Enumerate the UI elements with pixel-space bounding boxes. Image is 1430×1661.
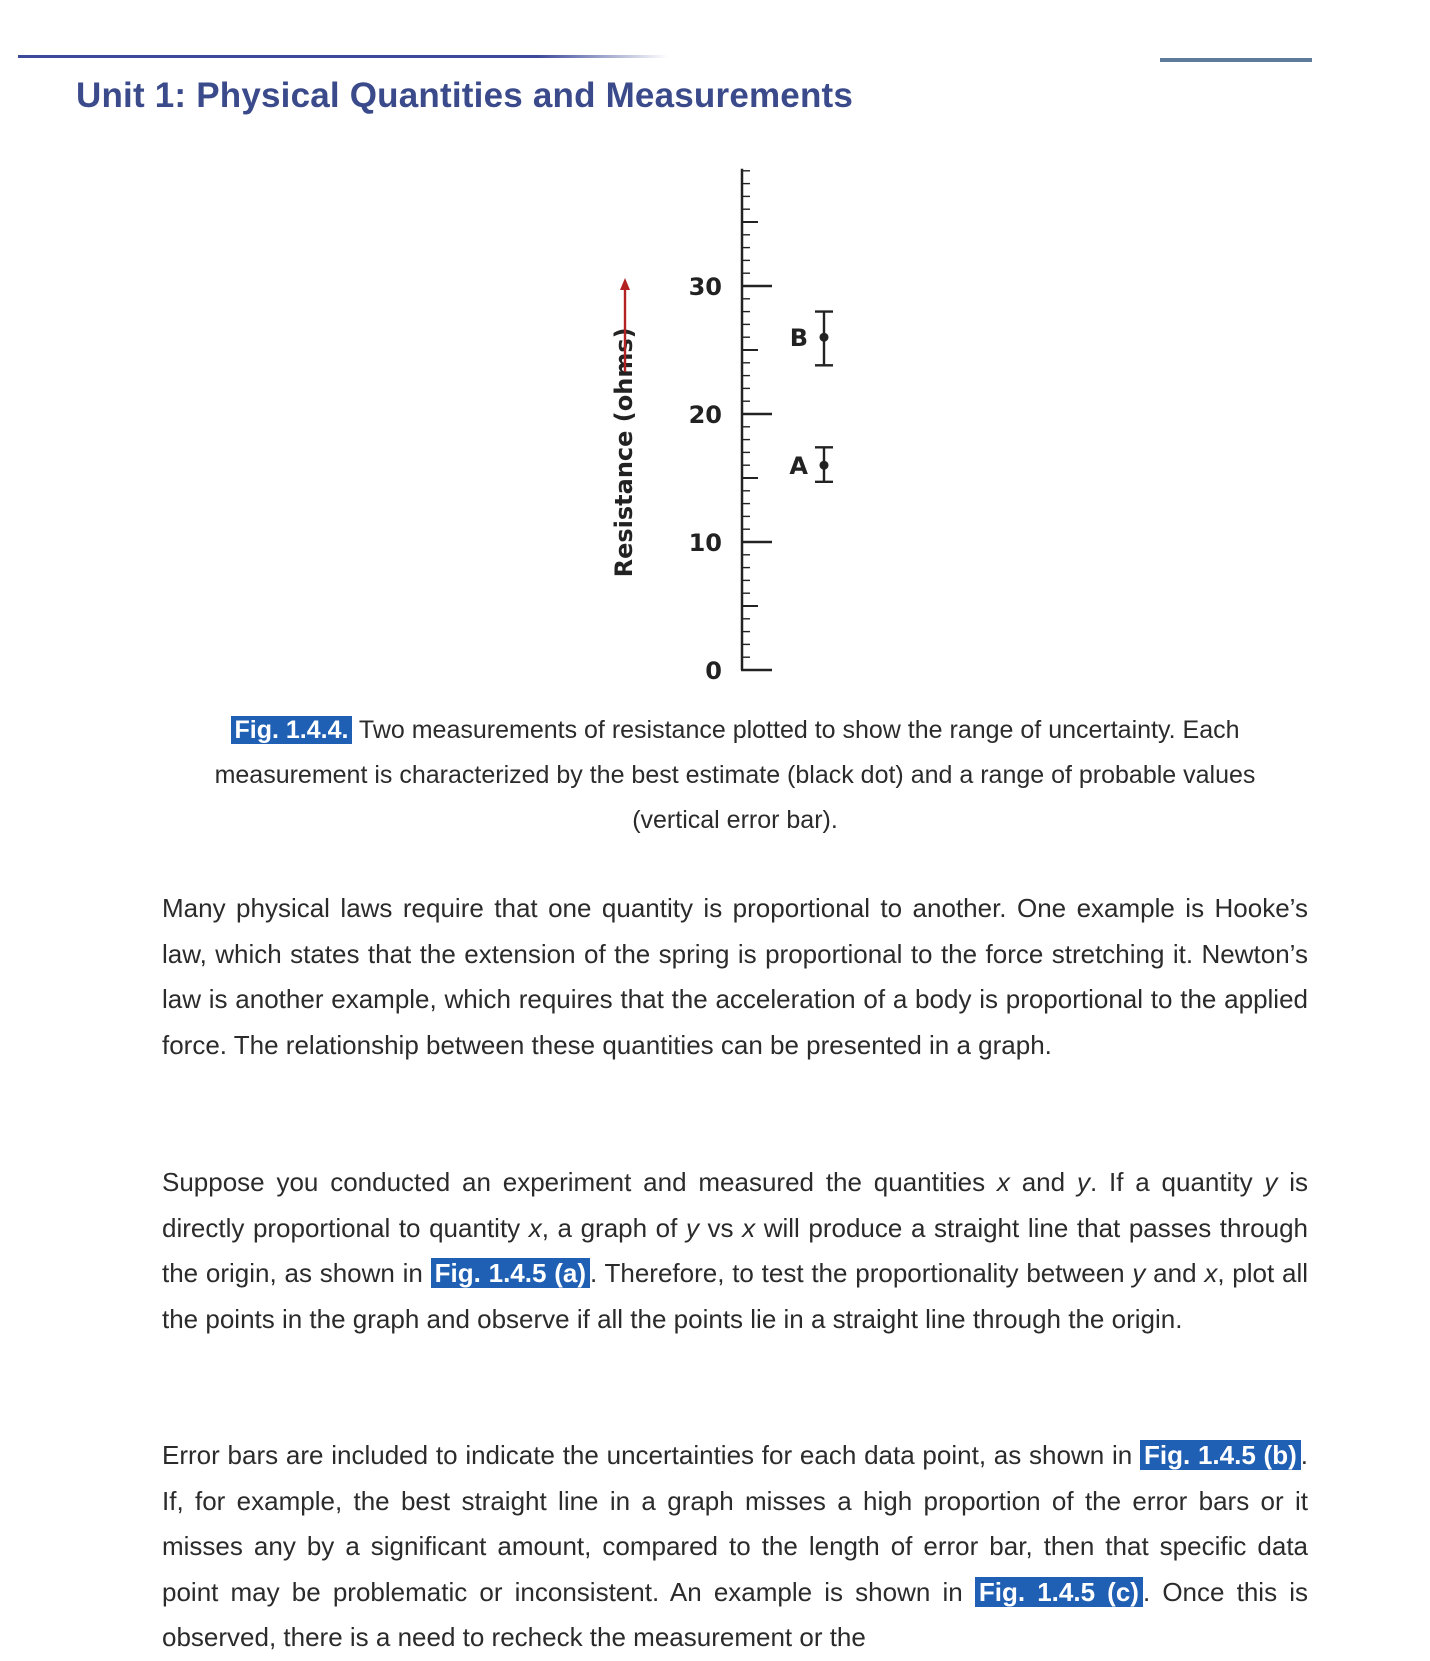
figure-ref-1-4-5-a[interactable]: Fig. 1.4.5 (a) xyxy=(431,1258,590,1288)
figure-ref-1-4-5-c[interactable]: Fig. 1.4.5 (c) xyxy=(975,1577,1143,1607)
paragraph-proportionality: Many physical laws require that one quantity is proportional to another. One example is Hooke’s law, which states that the extension of the spring is proportional to the force stretching it. Newton’s law is another example, which requires that the acceleration of a body is proportional to the applied force. The relationship between these quantities can be presented in a graph. xyxy=(162,893,1308,1060)
caption-text: Two measurements of resistance plotted to show the range of uncertainty. Each measurement is characterized by the best estimate (black dot) and a range of probable values (vertical error bar). xyxy=(214,716,1256,834)
figure-ref-1-4-5-b[interactable]: Fig. 1.4.5 (b) xyxy=(1140,1440,1301,1470)
y-tick-label: 20 xyxy=(688,401,722,429)
y-axis-label: Resistance (ohms) xyxy=(610,327,638,578)
y-tick-label: 10 xyxy=(688,529,722,557)
page-title: Unit 1: Physical Quantities and Measurements xyxy=(76,76,854,115)
axis-arrow-head xyxy=(620,278,630,290)
header-rule-right xyxy=(1160,58,1312,62)
paragraph-experiment: Suppose you conducted an experiment and measured the quantities x and y. If a quantity y is directly proportional to quantity x, a graph of y vs x will produce a straight line that passes through the origin, as shown in Fig. 1.4.5 (a) . Therefore, to test the proportionality between y and x, plot all the points in the graph and observe if all the points lie in a straight line through the origin. xyxy=(162,1167,1309,1334)
data-point-a xyxy=(820,461,829,470)
data-point-b xyxy=(820,333,829,342)
point-label-a: A xyxy=(789,452,808,481)
figure-caption xyxy=(170,708,1300,843)
header-rule-left xyxy=(18,55,668,58)
point-label-b: B xyxy=(789,324,808,353)
paragraph-error-bars: Error bars are included to indicate the uncertainties for each data point, as shown in Fig. 1.4.5 (b) . If, for example, the best straight line in a graph misses a high proportion of the error bars or it misses any by a significant amount, compared to the length of error bar, then that specific data point may be problematic or inconsistent. An example is shown in Fig. 1.4.5 (c) . Once this is observed, there is a need to recheck the measurement or the xyxy=(162,1440,1308,1652)
figure-ref-1-4-4[interactable]: Fig. 1.4.4. xyxy=(231,716,353,744)
y-tick-label: 30 xyxy=(688,273,722,301)
resistance-chart xyxy=(610,160,880,690)
y-tick-label: 0 xyxy=(705,657,722,685)
